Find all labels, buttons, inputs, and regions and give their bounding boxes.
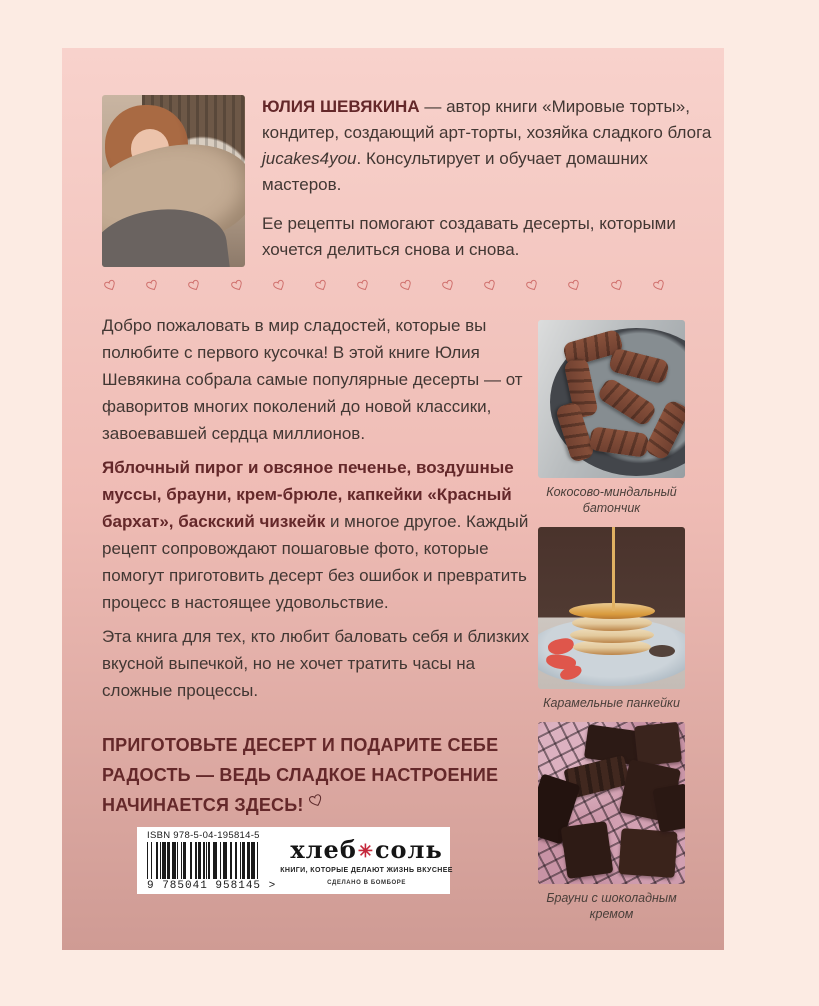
heart-icon [188,279,201,291]
caption-coconut-bars: Кокосово-миндальный батончик [546,485,677,515]
paragraph-welcome: Добро пожаловать в мир сладостей, которые вы полюбите с первого кусочка! В этой книге Юлия Шевякина собрала самые популярные десерты — от фаворитов многих поколений до новой классики, завоевавшей сердца миллионов. [102,316,523,443]
heart-icon [653,279,666,291]
heart-icon [611,279,624,291]
author-bio [262,94,720,276]
cover-card [62,48,724,950]
figure-brownies [538,722,685,922]
photo-caramel-pancakes [538,527,685,689]
heart-icon [400,279,413,291]
author-recipes-note: Ее рецепты помогают создавать десерты, которыми хочется делиться снова и снова. [262,214,676,259]
dessert-list-bold: Яблочный пирог и овсяное печенье, воздушные муссы, брауни, крем-брюле, капкейки «Красный бархат», баскский чизкейк [102,458,514,531]
heart-icon [273,279,286,291]
paragraph-desserts: Яблочный пирог и овсяное печенье, воздушные муссы, брауни, крем-брюле, капкейки «Красный бархат», баскский чизкейк и многое другое. Каждый рецепт сопровождают пошаговые фото, которые помогут приготовить десерт без ошибок и превратить процесс в настоящее удовольствие. [102,458,529,612]
author-blog: jucakes4you [262,149,357,168]
author-intro: ЮЛИЯ ШЕВЯКИНА — автор книги «Мировые торты», кондитер, создающий арт-торты, хозяйка сладкого блога jucakes4you. Консультирует и обучает домашних мастеров. [262,97,712,194]
heart-icon [357,279,370,291]
heart-icon [146,279,159,291]
heart-icon [104,279,117,291]
dessert-photo-column [538,320,685,933]
heart-icon [484,279,497,291]
heart-icon [568,279,581,291]
heart-icon [442,279,455,291]
caption-pancakes: Карамельные панкейки [543,696,680,710]
caption-brownies: Брауни с шоколадным кремом [546,891,677,921]
photo-brownies [538,722,685,884]
author-name: ЮЛИЯ ШЕВЯКИНА [262,97,420,116]
heart-icon [304,784,328,817]
photo-coconut-almond-bars [538,320,685,478]
logo-khleb-sol: хлеб✳соль [290,834,443,864]
barcode [137,827,280,894]
barcode-digits: 9 785041 958145 > [147,880,277,892]
call-to-action [102,730,538,820]
heart-icon [231,279,244,291]
figure-pancakes [538,527,685,711]
figure-coconut-bars [538,320,685,516]
hearts-divider [104,276,666,294]
author-photo [102,95,245,267]
barcode-bars [147,842,276,879]
heart-icon [315,279,328,291]
made-in-label: СДЕЛАНО В БОМБОРЕ [327,879,407,886]
paragraph-audience: Эта книга для тех, кто любит баловать себя и близких вкусной выпечкой, но не хочет тратить часы на сложные процессы. [102,627,530,700]
publisher-tagline: КНИГИ, КОТОРЫЕ ДЕЛАЮТ ЖИЗНЬ ВКУСНЕЕ [280,866,453,874]
publisher-block [137,827,453,894]
annotation-text [102,312,538,827]
asterisk-icon: ✳ [357,840,374,862]
syrup-drizzle [612,527,615,611]
publisher-logo [280,827,453,894]
cta-text: ПРИГОТОВЬТЕ ДЕСЕРТ И ПОДАРИТЕ СЕБЕ РАДОСТЬ — ВЕДЬ СЛАДКОЕ НАСТРОЕНИЕ НАЧИНАЕТСЯ ЗДЕСЬ! [102,735,499,815]
isbn-label: ISBN 978-5-04-195814-5 [147,830,260,841]
heart-icon [526,279,539,291]
